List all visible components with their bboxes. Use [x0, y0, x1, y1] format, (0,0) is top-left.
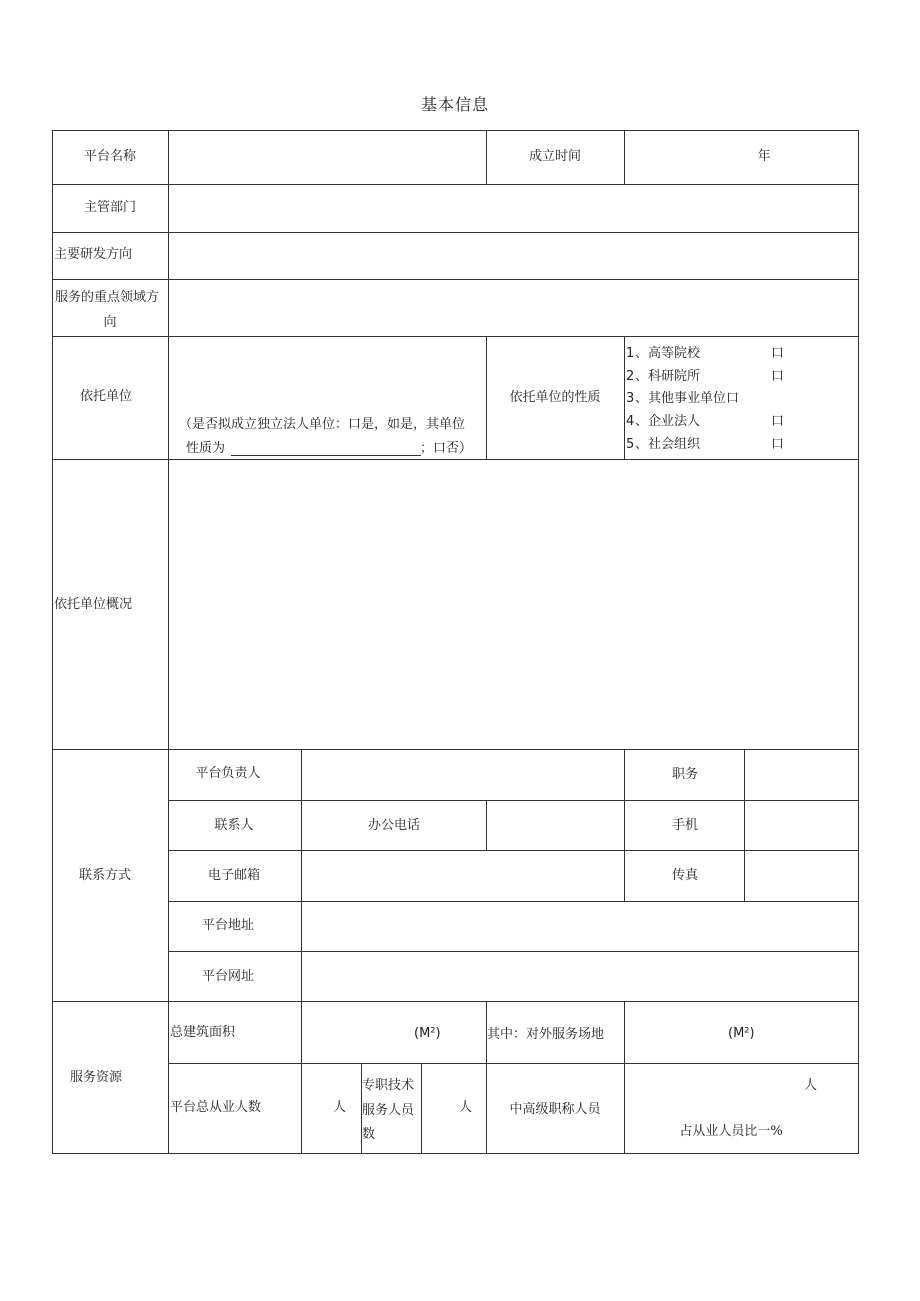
email-input[interactable]: [305, 854, 620, 897]
area-unit: (M²): [728, 1026, 755, 1041]
year-label: 年: [757, 149, 771, 164]
row-divider: [168, 850, 859, 851]
row-divider: [52, 336, 859, 337]
row-divider: [52, 749, 859, 750]
option-number: 2: [626, 369, 635, 384]
checkbox[interactable]: 口: [771, 369, 785, 384]
staff-ratio-label: 占从业人员比一%: [679, 1124, 783, 1139]
host-nature-label: 依托单位的性质: [509, 390, 601, 405]
address-input[interactable]: [305, 905, 854, 947]
option-text: 、其他事业单位口: [635, 391, 740, 406]
email-label: 电子邮箱: [207, 868, 261, 883]
mobile-label: 手机: [671, 818, 699, 833]
option-text: 、高等院校: [635, 346, 701, 361]
col-divider: [486, 800, 487, 850]
table-border-left: [52, 130, 53, 1154]
option-text: 、企业法人: [635, 414, 701, 429]
row-divider: [52, 232, 859, 233]
people-unit: 人: [333, 1100, 347, 1115]
website-label: 平台网址: [201, 969, 255, 984]
platform-name-input[interactable]: [172, 134, 482, 180]
research-direction-label: 主要研发方向: [54, 247, 133, 262]
leader-input[interactable]: [305, 753, 620, 796]
row-divider: [168, 800, 859, 801]
established-date-label: 成立时间: [528, 149, 582, 164]
col-divider: [486, 130, 487, 184]
contact-section-label: 联系方式: [78, 868, 132, 883]
table-border-top: [52, 130, 859, 131]
host-overview-input[interactable]: [172, 463, 854, 745]
table-border-bottom: [52, 1153, 859, 1154]
total-area-input[interactable]: [305, 1005, 410, 1059]
unit-nature-blank[interactable]: [231, 455, 421, 456]
independent-note-prefix: 性质为: [186, 441, 226, 456]
resources-section-label: 服务资源: [69, 1070, 123, 1085]
col-divider: [624, 336, 625, 459]
total-staff-label: 平台总从业人数: [170, 1100, 262, 1115]
total-staff-input[interactable]: [305, 1067, 330, 1149]
col-divider: [486, 1001, 487, 1154]
col-divider: [624, 1001, 625, 1154]
service-area-label-cont: 向: [103, 315, 117, 330]
research-direction-input[interactable]: [172, 236, 854, 275]
independent-note-line1: （是否拟成立独立法人单位：口是，如是，其单位: [179, 417, 466, 432]
mobile-input[interactable]: [748, 804, 854, 846]
col-divider: [624, 749, 625, 901]
senior-staff-input[interactable]: [628, 1067, 798, 1101]
col-divider: [744, 749, 745, 901]
col-divider: [486, 336, 487, 459]
option-number: 4: [626, 414, 635, 429]
tech-staff-input[interactable]: [425, 1067, 455, 1149]
row-divider: [168, 901, 859, 902]
col-divider: [168, 130, 169, 1154]
tech-staff-label-end: 数: [362, 1127, 376, 1142]
checkbox[interactable]: 口: [771, 414, 785, 429]
row-divider: [168, 1063, 859, 1064]
external-area-input[interactable]: [628, 1005, 724, 1059]
row-divider: [52, 459, 859, 460]
people-unit: 人: [459, 1100, 473, 1115]
service-area-label: 服务的重点领域方: [55, 290, 160, 305]
website-input[interactable]: [305, 955, 854, 997]
col-divider: [301, 749, 302, 1154]
total-area-label: 总建筑面积: [170, 1025, 236, 1040]
senior-staff-label: 中高级职称人员: [509, 1102, 601, 1117]
page-title: 基本信息: [420, 95, 489, 114]
contact-person-label: 联系人: [214, 818, 254, 833]
fax-label: 传真: [671, 868, 699, 883]
row-divider: [52, 279, 859, 280]
host-unit-label: 依托单位: [79, 389, 133, 404]
row-divider: [168, 951, 859, 952]
col-divider: [624, 130, 625, 184]
leader-label: 平台负责人: [195, 766, 261, 781]
checkbox[interactable]: 口: [771, 437, 785, 452]
option-number: 3: [626, 391, 635, 406]
table-border-right: [858, 130, 859, 1154]
independent-note-suffix: ；口否）: [420, 441, 473, 456]
row-divider: [52, 184, 859, 185]
checkbox[interactable]: 口: [771, 346, 785, 361]
option-text: 、社会组织: [635, 437, 701, 452]
position-label: 职务: [671, 767, 699, 782]
tech-staff-label: 专职技术: [362, 1078, 415, 1093]
tech-staff-label-cont: 服务人员: [362, 1103, 415, 1118]
supervisor-input[interactable]: [172, 188, 854, 228]
option-text: 、科研院所: [635, 369, 701, 384]
fax-input[interactable]: [748, 854, 854, 897]
platform-name-label: 平台名称: [83, 149, 137, 164]
external-area-label: 其中：对外服务场地: [487, 1027, 605, 1042]
option-number: 1: [626, 346, 635, 361]
established-date-input[interactable]: [628, 134, 854, 180]
host-overview-label: 依托单位概况: [54, 597, 133, 612]
col-divider: [421, 1063, 422, 1154]
address-label: 平台地址: [201, 918, 255, 933]
position-input[interactable]: [748, 753, 854, 796]
row-divider: [52, 1001, 859, 1002]
people-unit: 人: [804, 1078, 818, 1093]
host-unit-input[interactable]: [172, 340, 482, 410]
service-area-input[interactable]: [172, 283, 854, 332]
office-phone-input[interactable]: [490, 804, 620, 846]
supervisor-label: 主管部门: [83, 200, 137, 215]
option-number: 5: [626, 437, 635, 452]
office-phone-label: 办公电话: [367, 818, 421, 833]
area-unit: (M²): [414, 1026, 441, 1041]
